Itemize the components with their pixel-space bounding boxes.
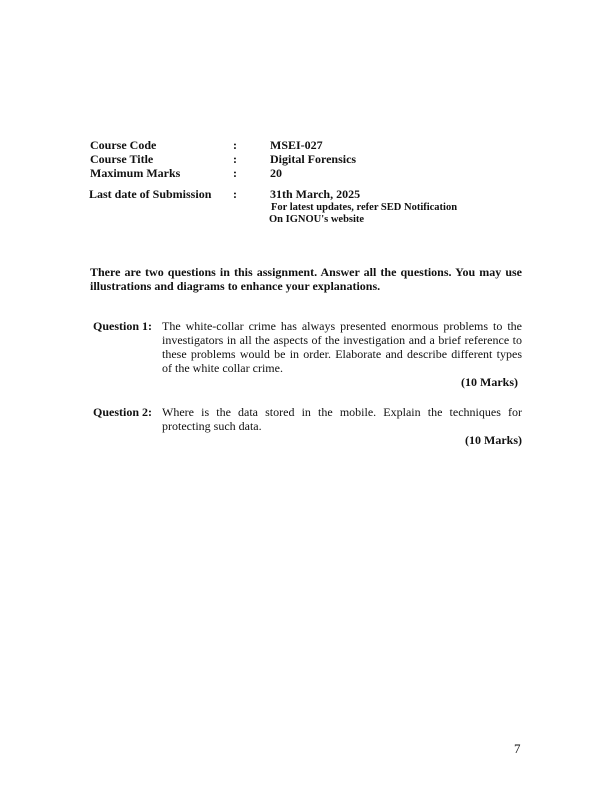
course-title-value: Digital Forensics [270,152,357,166]
question-1-text: The white-collar crime has always presented enormous problems to the investigators in all the aspects of the investigation and a brief reference to these problems would be in order. Elaborate and describe different types of the white collar crime. [162,319,522,375]
notification-note-line2: On IGNOU's website [269,214,365,225]
course-title-label: Course Title [90,152,154,166]
question-2-marks: (10 Marks) [465,433,522,447]
submission-date-label: Last date of Submission [89,187,212,201]
course-code-colon: : [233,138,237,152]
course-title-colon: : [233,152,237,166]
question-1-label: Question 1: [93,319,153,333]
question-2-label: Question 2: [93,405,153,419]
question-2-text: Where is the data stored in the mobile. Explain the techniques for protecting such data. [162,405,522,433]
max-marks-colon: : [233,166,237,180]
submission-date-colon: : [233,187,237,201]
assignment-instructions: There are two questions in this assignment. Answer all the questions. You may use illustrations and diagrams to enhance your explanations. [90,265,522,293]
submission-date-value: 31th March, 2025 [270,187,361,201]
max-marks-label: Maximum Marks [90,166,181,180]
course-code-value: MSEI-027 [270,138,323,152]
max-marks-value: 20 [270,166,282,180]
page-number: 7 [514,741,521,756]
question-1-marks: (10 Marks) [461,375,518,389]
course-code-label: Course Code [90,138,157,152]
notification-note-line1: For latest updates, refer SED Notification [271,202,458,213]
